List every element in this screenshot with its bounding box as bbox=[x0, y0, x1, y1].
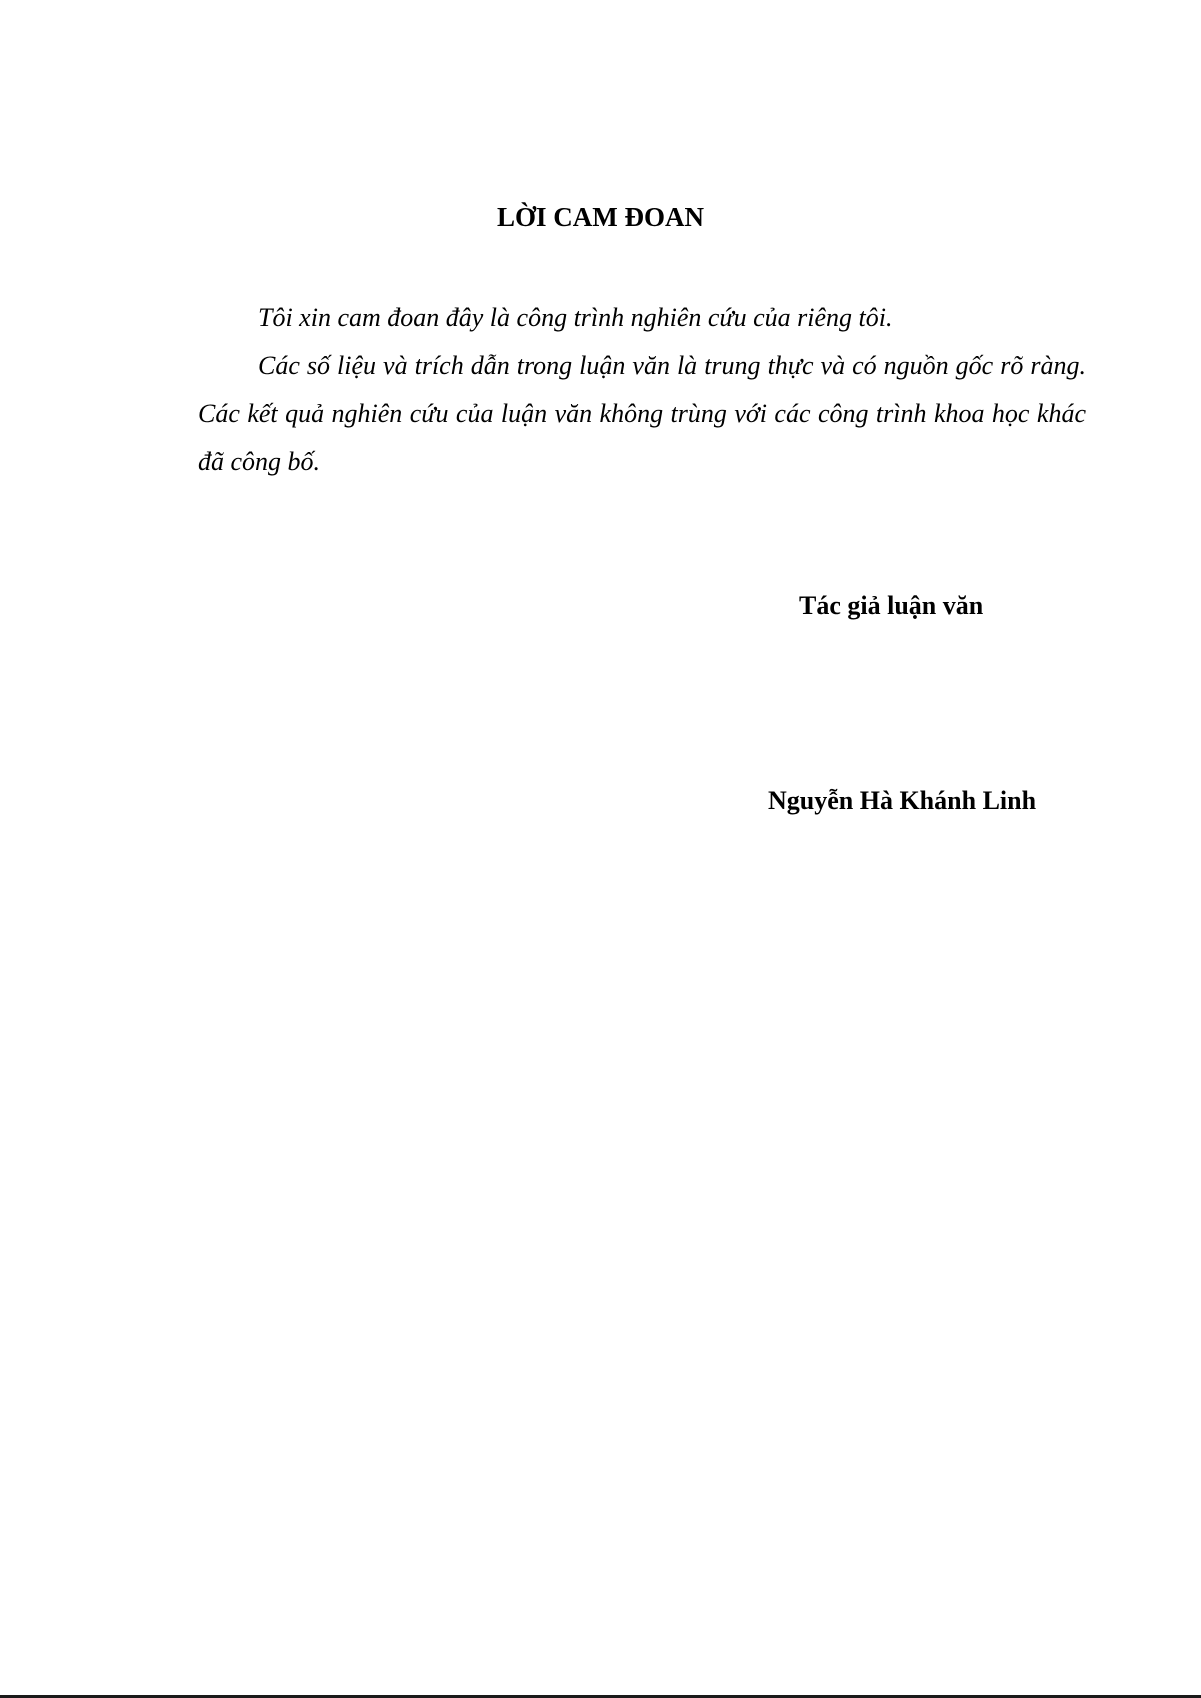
declaration-paragraph-1: Tôi xin cam đoan đây là công trình nghiên cứu của riêng tôi. bbox=[258, 303, 893, 332]
page-title: LỜI CAM ĐOAN bbox=[497, 202, 704, 232]
signature-label: Tác giả luận văn bbox=[799, 591, 984, 620]
declaration-paragraph-2: Các số liệu và trích dẫn trong luận văn là trung thực và có nguồn gốc rõ ràng. Các kết quả nghiên cứu của luận văn không trùng với các công trình khoa học khác đã công bố. bbox=[198, 351, 1086, 476]
declaration-body bbox=[198, 294, 1086, 486]
signature-name: Nguyễn Hà Khánh Linh bbox=[768, 786, 1037, 815]
